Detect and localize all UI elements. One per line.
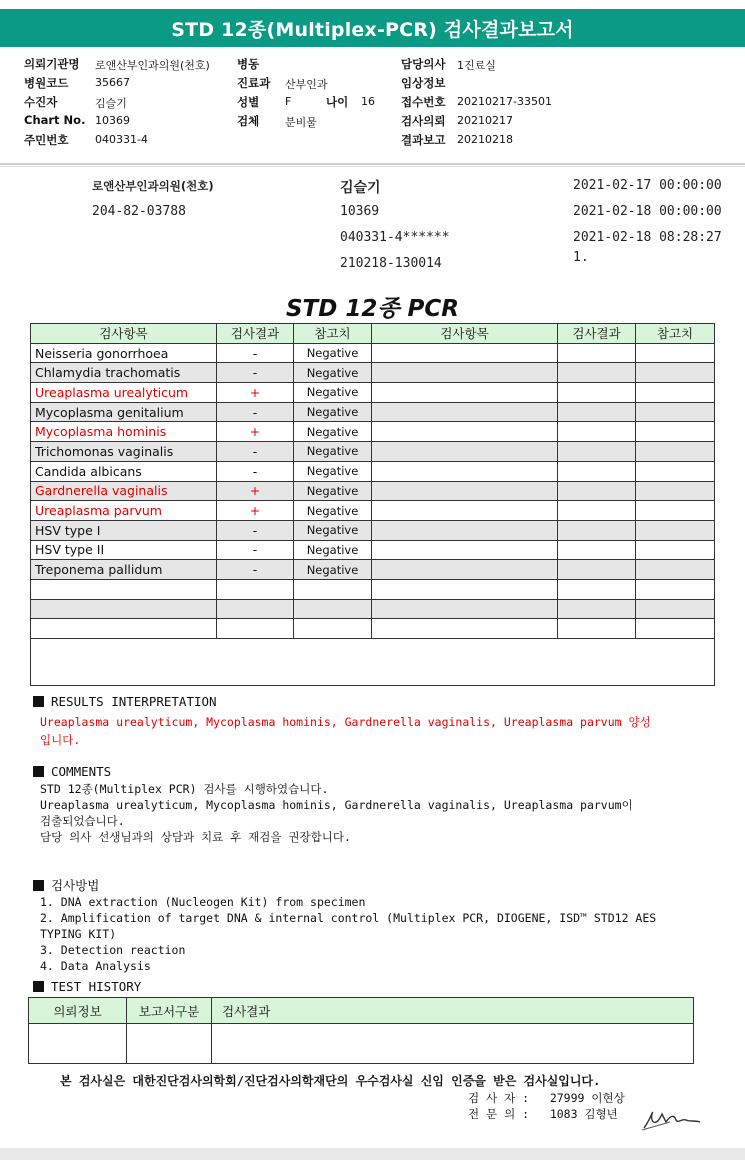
empty-cell — [558, 599, 636, 619]
reference-cell: Negative — [294, 442, 372, 462]
comments-section-title: COMMENTS — [33, 764, 111, 779]
test-item-cell: Mycoplasma hominis — [31, 422, 217, 442]
results-line: Ureaplasma urealyticum, Mycoplasma hominis, Gardnerella vaginalis, Ureaplasma parvum 양성 — [40, 715, 651, 729]
comments-line: STD 12종(Multiplex PCR) 검사를 시행하였습니다. — [40, 782, 329, 796]
table-row — [31, 540, 715, 560]
empty-cell — [636, 442, 715, 462]
specimen-label: 검체 — [237, 114, 260, 128]
col-header-ref: 참고치 — [294, 324, 372, 344]
empty-cell — [31, 579, 217, 599]
empty-cell — [558, 442, 636, 462]
empty-cell — [636, 520, 715, 540]
method-line: TYPING KIT) — [40, 927, 117, 941]
test-result-cell: - — [217, 442, 294, 462]
empty-cell — [636, 363, 715, 383]
doctor-value: 1진료실 — [457, 59, 496, 72]
test-item-cell: HSV type I — [31, 520, 217, 540]
tester-line — [468, 1090, 625, 1106]
table-row — [31, 619, 715, 639]
empty-cell — [372, 599, 558, 619]
request-date-value: 20210217 — [457, 114, 513, 127]
divider — [0, 166, 745, 167]
certification-statement: 본 검사실은 대한진단검사의학회/진단검사의학재단의 우수검사실 신임 인증을 받은 검사실입니다. — [60, 1074, 601, 1088]
clinical-label: 임상정보 — [401, 76, 446, 90]
test-result-cell: + — [217, 422, 294, 442]
test-result-cell: - — [217, 540, 294, 560]
reference-cell: Negative — [294, 481, 372, 501]
patient-info-block — [0, 56, 745, 156]
empty-cell — [636, 501, 715, 521]
empty-cell — [372, 343, 558, 363]
empty-cell — [372, 383, 558, 403]
meta-date3: 2021-02-18 08:28:27 — [573, 230, 722, 245]
table-row — [31, 422, 715, 442]
square-bullet-icon — [33, 766, 44, 777]
empty-cell — [372, 501, 558, 521]
empty-cell — [558, 520, 636, 540]
empty-cell — [372, 540, 558, 560]
empty-cell — [372, 619, 558, 639]
hospital-code-label: 병원코드 — [24, 76, 69, 90]
empty-cell — [294, 599, 372, 619]
col-header-item: 검사항목 — [31, 324, 217, 344]
reference-cell: Negative — [294, 402, 372, 422]
empty-cell — [636, 402, 715, 422]
empty-cell — [636, 422, 715, 442]
meta-date1: 2021-02-17 00:00:00 — [573, 178, 722, 193]
table-row — [31, 560, 715, 580]
report-date-label: 결과보고 — [401, 133, 446, 147]
comments-line: 검출되었습니다. — [40, 814, 125, 828]
table-row — [31, 442, 715, 462]
test-result-cell: - — [217, 461, 294, 481]
age-value: 16 — [361, 95, 375, 108]
test-item-cell: HSV type II — [31, 540, 217, 560]
sex-value: F — [285, 95, 292, 108]
rrn-value: 040331-4 — [95, 133, 148, 146]
receipt-value: 20210217-33501 — [457, 95, 552, 108]
request-org-label: 의뢰기관명 — [24, 57, 80, 71]
meta-page: 1. — [573, 250, 589, 265]
specimen-value: 분비물 — [285, 116, 317, 129]
reference-cell: Negative — [294, 540, 372, 560]
test-item-cell: Ureaplasma urealyticum — [31, 383, 217, 403]
reference-cell: Negative — [294, 363, 372, 383]
meta-sample-id: 210218-130014 — [340, 256, 442, 271]
table-row — [31, 639, 715, 686]
test-result-cell: - — [217, 560, 294, 580]
sex-label: 성별 — [237, 95, 260, 109]
divider — [0, 163, 745, 165]
empty-cell — [372, 461, 558, 481]
age-label: 나이 — [326, 95, 349, 109]
chart-label: Chart No. — [24, 113, 86, 127]
empty-cell — [372, 520, 558, 540]
doctor-label: 담당의사 — [401, 57, 446, 71]
comments-line: 담당 의사 선생님과의 상담과 치료 후 재검을 권장합니다. — [40, 830, 351, 844]
test-item-cell: Mycoplasma genitalium — [31, 402, 217, 422]
test-result-cell: + — [217, 383, 294, 403]
table-row — [31, 383, 715, 403]
meta-date2: 2021-02-18 00:00:00 — [573, 204, 722, 219]
table-row — [31, 599, 715, 619]
meta-biz-no: 204-82-03788 — [92, 204, 186, 219]
table-row — [31, 501, 715, 521]
ward-label: 병동 — [237, 57, 260, 71]
empty-cell — [558, 619, 636, 639]
table-row — [31, 481, 715, 501]
reference-cell: Negative — [294, 383, 372, 403]
empty-cell — [558, 560, 636, 580]
empty-cell — [558, 402, 636, 422]
tester-label: 검 사 자 : — [468, 1091, 530, 1105]
table-row — [31, 402, 715, 422]
results-line: 입니다. — [40, 733, 81, 747]
test-result-cell: - — [217, 402, 294, 422]
meta-name: 김슬기 — [340, 180, 381, 196]
empty-cell — [217, 599, 294, 619]
meta-rrn: 040331-4****** — [340, 230, 450, 245]
empty-cell — [636, 579, 715, 599]
comments-line: Ureaplasma urealyticum, Mycoplasma hominis, Gardnerella vaginalis, Ureaplasma parvum이 — [40, 798, 633, 812]
empty-cell — [372, 422, 558, 442]
chart-value: 10369 — [95, 114, 130, 127]
table-row — [31, 343, 715, 363]
empty-cell — [372, 402, 558, 422]
test-item-cell: Treponema pallidum — [31, 560, 217, 580]
tester-value: 27999 이현상 — [549, 1091, 625, 1105]
empty-cell — [636, 599, 715, 619]
empty-cell — [294, 619, 372, 639]
empty-cell — [558, 579, 636, 599]
square-bullet-icon — [33, 696, 44, 707]
test-result-cell: + — [217, 501, 294, 521]
empty-cell — [217, 619, 294, 639]
empty-cell — [31, 599, 217, 619]
rrn-label: 주민번호 — [24, 133, 69, 147]
empty-cell — [636, 560, 715, 580]
table-row — [31, 579, 715, 599]
test-item-cell: Neisseria gonorrhoea — [31, 343, 217, 363]
test-item-cell: Ureaplasma parvum — [31, 501, 217, 521]
test-result-cell: - — [217, 363, 294, 383]
pcr-title: STD 12종 PCR — [285, 296, 460, 322]
method-line: 2. Amplification of target DNA & internal control (Multiplex PCR, DIOGENE, ISD™ STD12 AES — [40, 911, 657, 925]
signature-image — [640, 1100, 704, 1134]
empty-cell — [372, 363, 558, 383]
col-header-item: 검사항목 — [372, 324, 558, 344]
table-row — [31, 520, 715, 540]
method-section-title: 검사방법 — [33, 876, 99, 894]
test-item-cell: Candida albicans — [31, 461, 217, 481]
test-result-cell: - — [217, 520, 294, 540]
history-col-request: 의뢰정보 — [29, 998, 127, 1024]
empty-cell — [372, 481, 558, 501]
hospital-code-value: 35667 — [95, 76, 130, 89]
empty-cell — [558, 363, 636, 383]
empty-cell — [636, 383, 715, 403]
col-header-result: 검사결과 — [558, 324, 636, 344]
empty-cell — [217, 579, 294, 599]
col-header-ref: 참고치 — [636, 324, 715, 344]
request-org-value: 로앤산부인과의원(천호) — [95, 59, 210, 72]
history-col-result: 검사결과 — [212, 998, 694, 1024]
empty-cell — [294, 579, 372, 599]
empty-cell — [558, 501, 636, 521]
patient-value: 김슬기 — [95, 97, 127, 110]
empty-cell — [636, 461, 715, 481]
table-header-row — [31, 324, 715, 344]
dept-label: 진료과 — [237, 76, 271, 90]
results-section-title: RESULTS INTERPRETATION — [33, 694, 217, 709]
empty-cell — [372, 442, 558, 462]
reference-cell: Negative — [294, 520, 372, 540]
report-date-value: 20210218 — [457, 133, 513, 146]
test-history-table — [28, 997, 694, 1064]
empty-cell — [558, 481, 636, 501]
history-col-type: 보고서구분 — [127, 998, 212, 1024]
reference-cell: Negative — [294, 343, 372, 363]
report-title: STD 12종(Multiplex-PCR) 검사결과보고서 — [0, 9, 745, 47]
reference-cell: Negative — [294, 501, 372, 521]
doctor-sign-label: 전 문 의 : — [468, 1107, 530, 1121]
square-bullet-icon — [33, 880, 44, 891]
request-date-label: 검사의뢰 — [401, 114, 446, 128]
method-line: 1. DNA extraction (Nucleogen Kit) from specimen — [40, 895, 366, 909]
receipt-label: 접수번호 — [401, 95, 446, 109]
pcr-results-table — [30, 323, 715, 686]
reference-cell: Negative — [294, 560, 372, 580]
doctor-sign-value: 1083 김형년 — [549, 1107, 618, 1121]
meta-clinic: 로앤산부인과의원(천호) — [92, 179, 214, 193]
method-line: 3. Detection reaction — [40, 943, 186, 957]
doctor-line — [468, 1106, 618, 1122]
method-line: 4. Data Analysis — [40, 959, 151, 973]
test-item-cell: Trichomonas vaginalis — [31, 442, 217, 462]
empty-cell — [372, 579, 558, 599]
empty-cell — [558, 461, 636, 481]
test-result-cell: + — [217, 481, 294, 501]
empty-cell — [558, 540, 636, 560]
empty-cell — [31, 639, 715, 686]
footer-band — [0, 1148, 745, 1160]
test-result-cell: - — [217, 343, 294, 363]
table-row — [31, 363, 715, 383]
empty-cell — [31, 619, 217, 639]
history-section-title: TEST HISTORY — [33, 979, 141, 994]
square-bullet-icon — [33, 981, 44, 992]
empty-cell — [558, 343, 636, 363]
dept-value: 산부인과 — [285, 78, 328, 91]
empty-cell — [636, 540, 715, 560]
empty-cell — [636, 343, 715, 363]
patient-label: 수진자 — [24, 95, 58, 109]
reference-cell: Negative — [294, 461, 372, 481]
meta-chart: 10369 — [340, 204, 380, 219]
empty-cell — [372, 560, 558, 580]
test-item-cell: Chlamydia trachomatis — [31, 363, 217, 383]
col-header-result: 검사결과 — [217, 324, 294, 344]
table-row — [31, 461, 715, 481]
empty-cell — [558, 422, 636, 442]
table-row — [29, 1024, 694, 1064]
empty-cell — [558, 383, 636, 403]
test-item-cell: Gardnerella vaginalis — [31, 481, 217, 501]
reference-cell: Negative — [294, 422, 372, 442]
empty-cell — [636, 481, 715, 501]
empty-cell — [636, 619, 715, 639]
